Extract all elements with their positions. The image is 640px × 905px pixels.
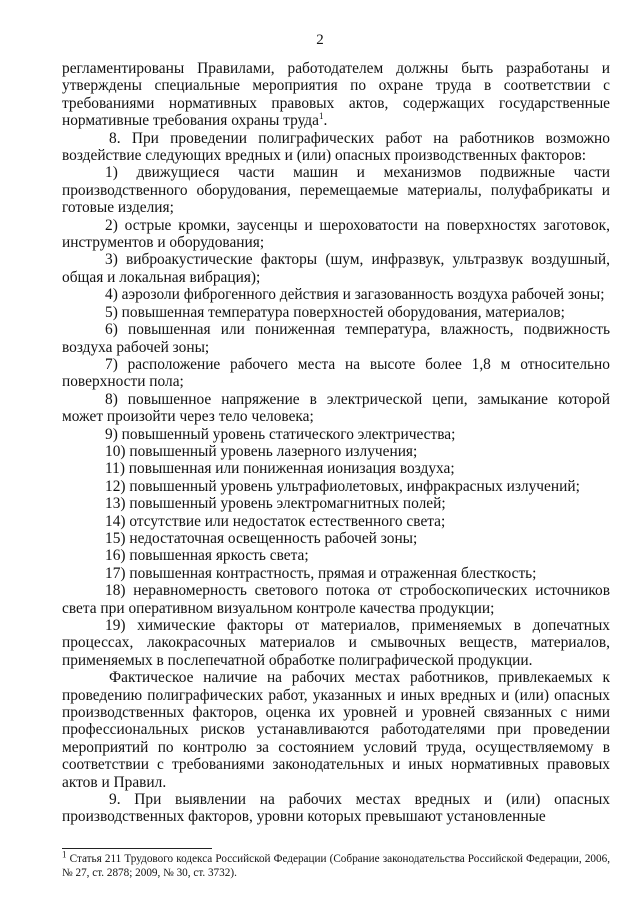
hazard-list-item: 7) расположение рабочего места на высоте более 1,8 м относительно поверхности пола; [62, 355, 610, 391]
footnote-text: Статья 211 Трудового кодекса Российской Федерации (Собрание законодательства Российской Федерации, 2006, № 27, ст. 2878; 2009, № 30, ст. 3732). [62, 853, 610, 879]
hazard-list-item: 14) отсутствие или недостаток естественного света; [105, 512, 446, 530]
footnote-divider [62, 848, 212, 849]
hazard-list-item: 19) химические факторы от материалов, применяемых в допечатных процессах, лакокрасочных материалов и смывочных веществ, материалов, применяемых в послепечатной обработке полиграфической продукции. [62, 617, 610, 669]
hazard-list-item: 8) повышенное напряжение в электрической цепи, замыкание которой может произойти через тело человека; [62, 390, 610, 426]
hazard-list-item: 12) повышенный уровень ультрафиолетовых, инфракрасных излучений; [105, 477, 580, 495]
hazard-list-item: 4) аэрозоли фиброгенного действия и загазованность воздуха рабочей зоны; [105, 286, 605, 304]
intro-paragraph [62, 60, 610, 130]
hazard-list-item: 1) движущиеся части машин и механизмов подвижные части производственного оборудования, перемещаемые материалы, полуфабрикаты и готовые изделия; [62, 164, 610, 217]
intro-end: . [323, 112, 328, 130]
hazard-list-item: 16) повышенная яркость света; [105, 547, 309, 565]
hazard-list-item: 13) повышенный уровень электромагнитных полей; [105, 495, 446, 513]
footnote [62, 849, 610, 880]
hazard-list-item: 6) повышенная или пониженная температура, влажность, подвижность воздуха рабочей зоны; [62, 321, 610, 356]
hazard-list-item: 11) повышенная или пониженная ионизация воздуха; [105, 460, 455, 478]
page-number: 2 [316, 32, 324, 48]
hazard-list-item: 17) повышенная контрастность, прямая и отраженная блесткость; [105, 564, 537, 582]
hazard-list-item: 18) неравномерность светового потока от стробоскопических источников света при оперативном визуальном контроле качества продукции; [62, 582, 610, 617]
document-body [62, 60, 610, 826]
hazard-list-item: 5) повышенная температура поверхностей оборудования, материалов; [105, 303, 565, 321]
hazard-list-item: 3) виброакустические факторы (шум, инфразвук, ультразвук воздушный, общая и локальная вибрация); [62, 251, 610, 286]
intro-text: регламентированы Правилами, работодателем должны быть разработаны и утверждены специальные мероприятия по охране труда в соответствии с требованиями нормативных правовых актов, содержащих государственные нормативные требования охраны труда [62, 60, 610, 130]
hazard-list-item: 15) недостаточная освещенность рабочей зоны; [105, 529, 418, 547]
hazard-list-item: 9) повышенный уровень статического электричества; [105, 425, 456, 443]
footnote-mark: 1 [62, 849, 67, 860]
paragraph-8-conclusion: Фактическое наличие на рабочих местах работников, привлекаемых к проведению полиграфических работ, указанных и иных вредных и (или) опасных производственных факторов, оценка их уровней и уровней связанных с ними профессиональных рисков устанавливаются работодателями при проведении мероприятий по контролю за состоянием условий труда, осуществляемому в соответствии с требованиями законодательных и иных нормативных правовых актов и Правил. [62, 669, 610, 791]
paragraph-8-lead: 8. При проведении полиграфических работ на работников возможно воздействие следующих вредных и (или) опасных производственных факторов: [62, 129, 610, 165]
intro-footnote-mark: 1 [318, 111, 324, 122]
hazard-list-item: 2) острые кромки, заусенцы и шероховатости на поверхностях заготовок, инструментов и оборудования; [62, 216, 610, 252]
hazard-list-item: 10) повышенный уровень лазерного излучения; [105, 442, 418, 460]
hazard-list [62, 164, 610, 669]
paragraph-9: 9. При выявлении на рабочих местах вредных и (или) опасных производственных факторов, уровни которых превышают установленные [62, 791, 610, 826]
